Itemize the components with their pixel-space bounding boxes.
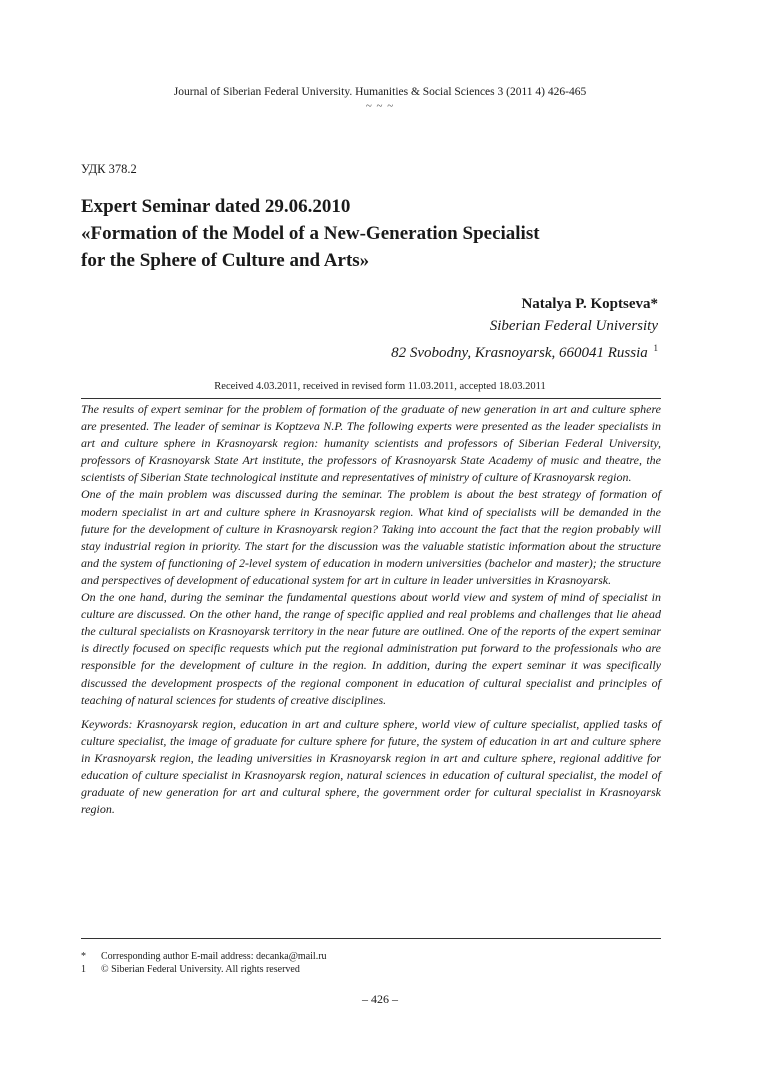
abstract-paragraph: One of the main problem was discussed during the seminar. The problem is about the best strategy of formation of modern specialist in art and culture sphere in Krasnoyarsk region. What kind of specialists will be demanded in the future for the development of culture in Krasnoyarsk region? Taking into account the fact that the region probably will stay industrial region in priority. The start for the discussion was the valuable statistic information about the structure and the system of functioning of 2-level system of education in modern universities (bachelor and master); the structure and perspectives of development of educational system for art in culture in leader universities in Krasnoyarsk.	[81, 487, 661, 587]
keywords: Keywords: Krasnoyarsk region, education in art and culture sphere, world view of culture specialist, applied tasks of culture specialist, the image of graduate for culture sphere for future, the system of education in art and culture sphere in Krasnoyarsk region, the leading universities in Krasnoyarsk region in art and culture sphere, regional additive for education of culture specialist in Krasnoyarsk region, natural sciences in education of cultural specialist, the model of graduate of new generation for art and cultural sphere, the government order for cultural specialist in Krasnoyarsk region.	[81, 716, 661, 817]
author-name: Natalya P. Koptseva*	[521, 296, 658, 312]
footnote-text: © Siberian Federal University. All rights reserved	[101, 964, 300, 975]
title-line: «Formation of the Model of a New-Generation Specialist	[81, 223, 540, 244]
footnote-mark: *	[81, 951, 86, 962]
title-line: Expert Seminar dated 29.06.2010	[81, 196, 351, 217]
page-number: – 426 –	[362, 992, 398, 1006]
author-address	[391, 337, 658, 364]
footnote-text: Corresponding author E-mail address: decanka@mail.ru	[101, 951, 327, 962]
abstract-paragraph: On the one hand, during the seminar the fundamental questions about world view and system of mind of specialist in culture are discussed. On the other hand, the range of specific applied and real problems and challenges that lie ahead the cultural specialists on Krasnoyarsk territory in the near future are outlined. One of the reports of the expert seminar is directly focused on specific requests which put the regional administration put forward to the professionals who are responsible for the development of culture in the region. In addition, during the expert seminar it was specifically discussed the development prospects of the regional component in education of cultural specialist and principles of teaching of natural sciences for students of creative disciplines.	[81, 590, 661, 707]
footnote	[81, 963, 661, 976]
header-ornament: ~ ~ ~	[365, 100, 395, 112]
author-block	[391, 293, 658, 364]
title-line: for the Sphere of Culture and Arts»	[81, 250, 370, 271]
abstract-paragraph: The results of expert seminar for the problem of formation of the graduate of new generation in art and culture sphere are presented. The leader of seminar is Koptzeva N.P. The following experts were presented as the leader specialists in art and culture sphere in Krasnoyarsk region: humanity scientists and professors of Siberian Federal University, professors of Krasnoyarsk State Art institute, the professors of Krasnoyarsk State Academy of music and theatre, the scientists of Siberian State technological institute and representatives of ministry of culture of Krasnoyarsk region.	[81, 402, 661, 485]
footnotes	[81, 950, 661, 976]
article-title	[81, 193, 681, 274]
udk-code: УДК 378.2	[81, 162, 137, 176]
running-header	[0, 85, 760, 113]
footnote-marker: 1	[653, 343, 658, 353]
footnote-mark: 1	[81, 964, 86, 975]
author-address-text: 82 Svobodny, Krasnoyarsk, 660041 Russia	[391, 345, 648, 361]
divider	[81, 398, 661, 399]
abstract	[81, 401, 661, 818]
journal-citation: Journal of Siberian Federal University. Humanities & Social Sciences 3 (2011 4) 426-465	[173, 86, 587, 98]
received-dates: Received 4.03.2011, received in revised form 11.03.2011, accepted 18.03.2011	[214, 381, 546, 392]
divider	[81, 938, 661, 939]
footnote	[81, 950, 661, 963]
author-affiliation: Siberian Federal University	[489, 318, 658, 334]
